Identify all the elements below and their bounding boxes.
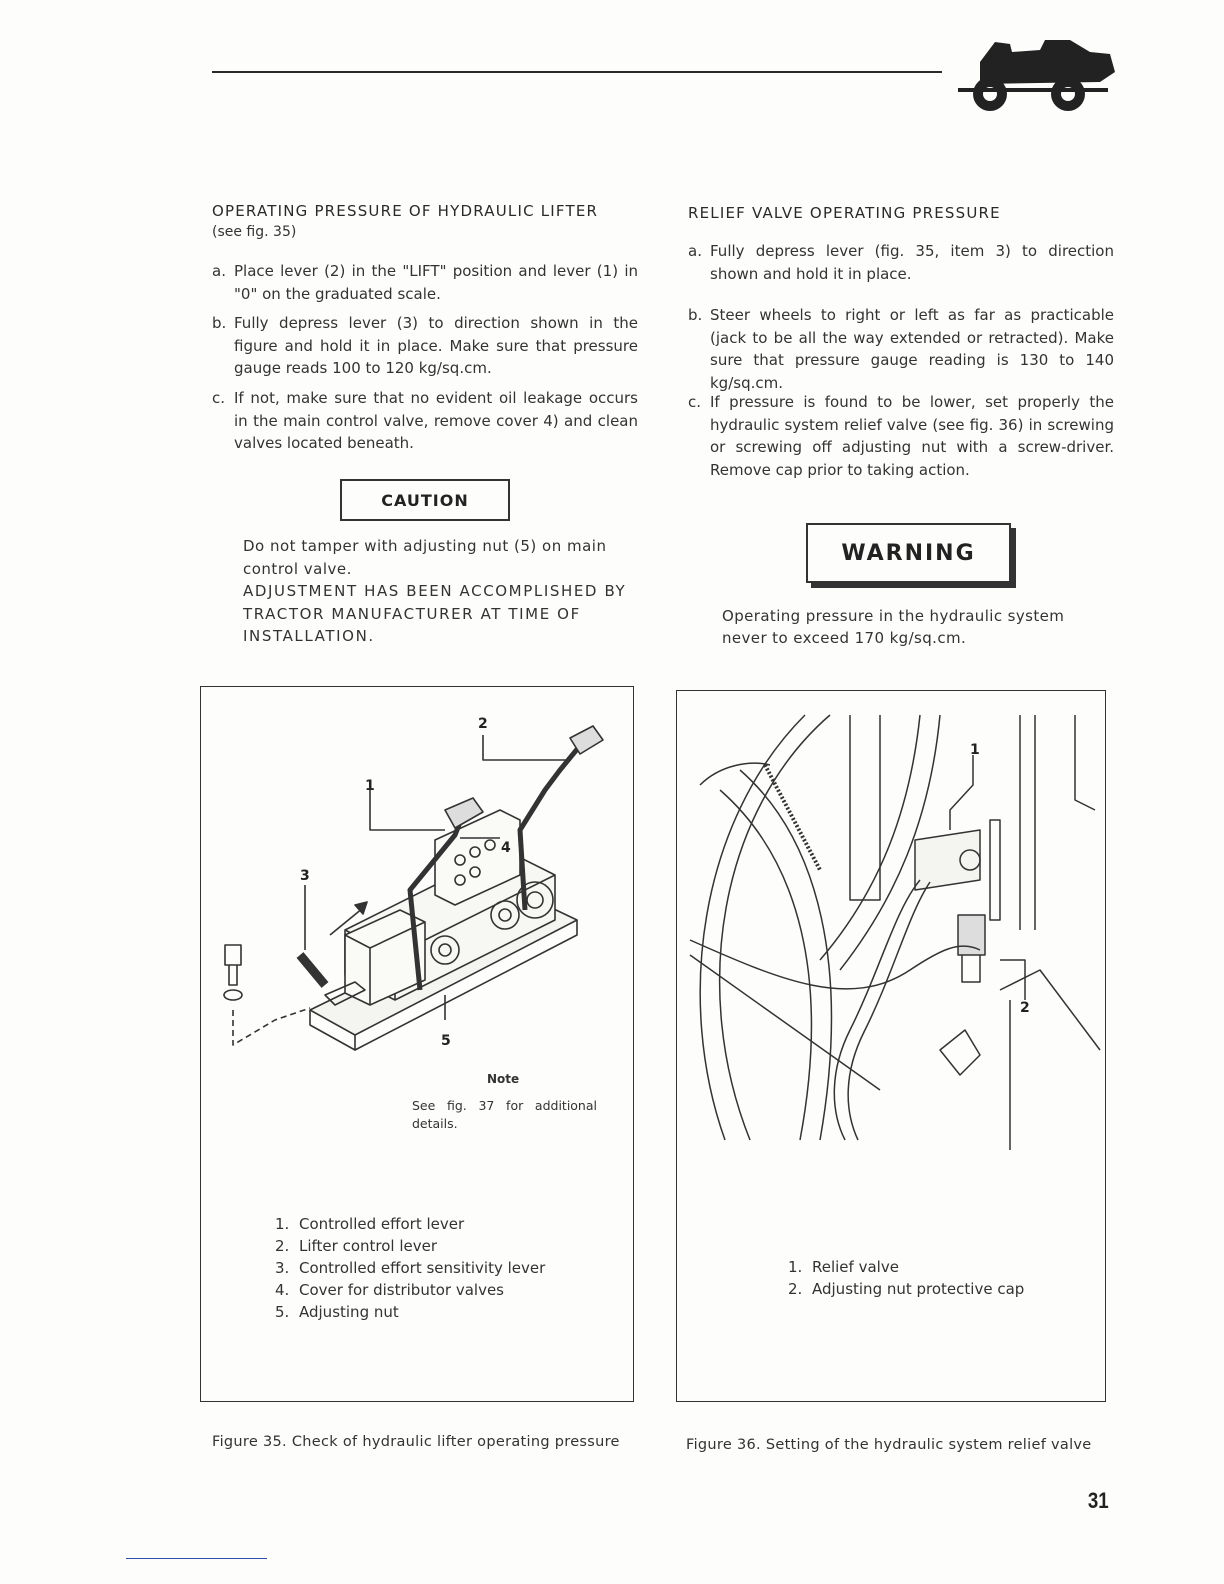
- legend-item: 5. Adjusting nut: [275, 1303, 399, 1321]
- left-heading: OPERATING PRESSURE OF HYDRAULIC LIFTER: [212, 202, 599, 220]
- tractor-logo-icon: [950, 22, 1120, 112]
- caution-badge: CAUTION: [340, 479, 510, 521]
- callout-1: 1: [970, 742, 980, 758]
- left-step-c: [212, 387, 638, 455]
- right-heading: RELIEF VALVE OPERATING PRESSURE: [688, 204, 1001, 222]
- figure-36-legend: [788, 1256, 1024, 1300]
- legend-item: 3. Controlled effort sensitivity lever: [275, 1259, 546, 1277]
- left-subheading: (see fig. 35): [212, 224, 297, 240]
- step-label: c.: [688, 393, 702, 411]
- step-text: Place lever (2) in the "LIFT" position and lever (1) in "0" on the graduated scale.: [234, 262, 638, 303]
- legend-item: 1. Relief valve: [788, 1258, 899, 1276]
- step-text: If not, make sure that no evident oil leakage occurs in the main control valve, remove cover 4) and clean valves located beneath.: [234, 389, 638, 452]
- step-text: Steer wheels to right or left as far as practicable (jack to be all the way extended or retracted). Make sure that pressure gauge reading is 130 to 140 kg/sq.cm.: [710, 306, 1114, 392]
- callout-5: 5: [441, 1033, 451, 1049]
- figure-36-drawing: [680, 710, 1102, 1150]
- callout-4: 4: [501, 840, 511, 856]
- note-text: See fig. 37 for additional details.: [412, 1098, 597, 1131]
- step-label: a.: [212, 262, 226, 280]
- bottom-rule: [126, 1558, 267, 1559]
- callout-3: 3: [300, 868, 310, 884]
- callout-2: 2: [1020, 1000, 1030, 1016]
- legend-item: 2. Adjusting nut protective cap: [788, 1280, 1025, 1298]
- step-label: b.: [688, 306, 703, 324]
- figure-35-legend: [275, 1213, 545, 1323]
- left-step-a: [212, 260, 638, 305]
- callout-1: 1: [365, 778, 375, 794]
- warning-text: Operating pressure in the hydraulic system never to exceed 170 kg/sq.cm.: [722, 607, 1065, 647]
- note-title: Note: [487, 1072, 520, 1086]
- step-label: c.: [212, 389, 226, 407]
- callout-2: 2: [478, 716, 488, 732]
- caution-line-1: Do not tamper with adjusting nut (5) on main control valve.: [243, 537, 607, 578]
- caution-text: [243, 535, 643, 648]
- figure-35-drawing: [205, 690, 625, 1070]
- step-text: Fully depress lever (3) to direction shown in the figure and hold it in place. Make sure that pressure gauge reads 100 to 120 kg/sq.cm.: [234, 314, 638, 377]
- caution-line-2: ADJUSTMENT HAS BEEN ACCOMPLISHED BY TRACTOR MANUFACTURER AT TIME OF INSTALLATION.: [243, 582, 627, 645]
- step-text: If pressure is found to be lower, set properly the hydraulic system relief valve (see fig. 36) in screwing or screwing off adjusting nut with a screw-driver. Remove cap prior to taking action.: [710, 393, 1114, 479]
- step-text: Fully depress lever (fig. 35, item 3) to direction shown and hold it in place.: [710, 242, 1114, 283]
- page-number: 31: [1087, 1488, 1109, 1513]
- right-step-b: [688, 304, 1114, 394]
- warning-badge: WARNING: [806, 523, 1011, 583]
- legend-item: 4. Cover for distributor valves: [275, 1281, 504, 1299]
- figure-36-caption: Figure 36. Setting of the hydraulic system relief valve: [686, 1437, 1092, 1453]
- legend-item: 1. Controlled effort lever: [275, 1215, 465, 1233]
- step-label: a.: [688, 242, 702, 260]
- step-label: b.: [212, 314, 227, 332]
- header-rule: [212, 71, 942, 73]
- figure-35-caption: Figure 35. Check of hydraulic lifter operating pressure: [212, 1434, 620, 1450]
- left-step-b: [212, 312, 638, 380]
- legend-item: 2. Lifter control lever: [275, 1237, 438, 1255]
- right-step-a: [688, 240, 1114, 285]
- right-step-c: [688, 391, 1114, 481]
